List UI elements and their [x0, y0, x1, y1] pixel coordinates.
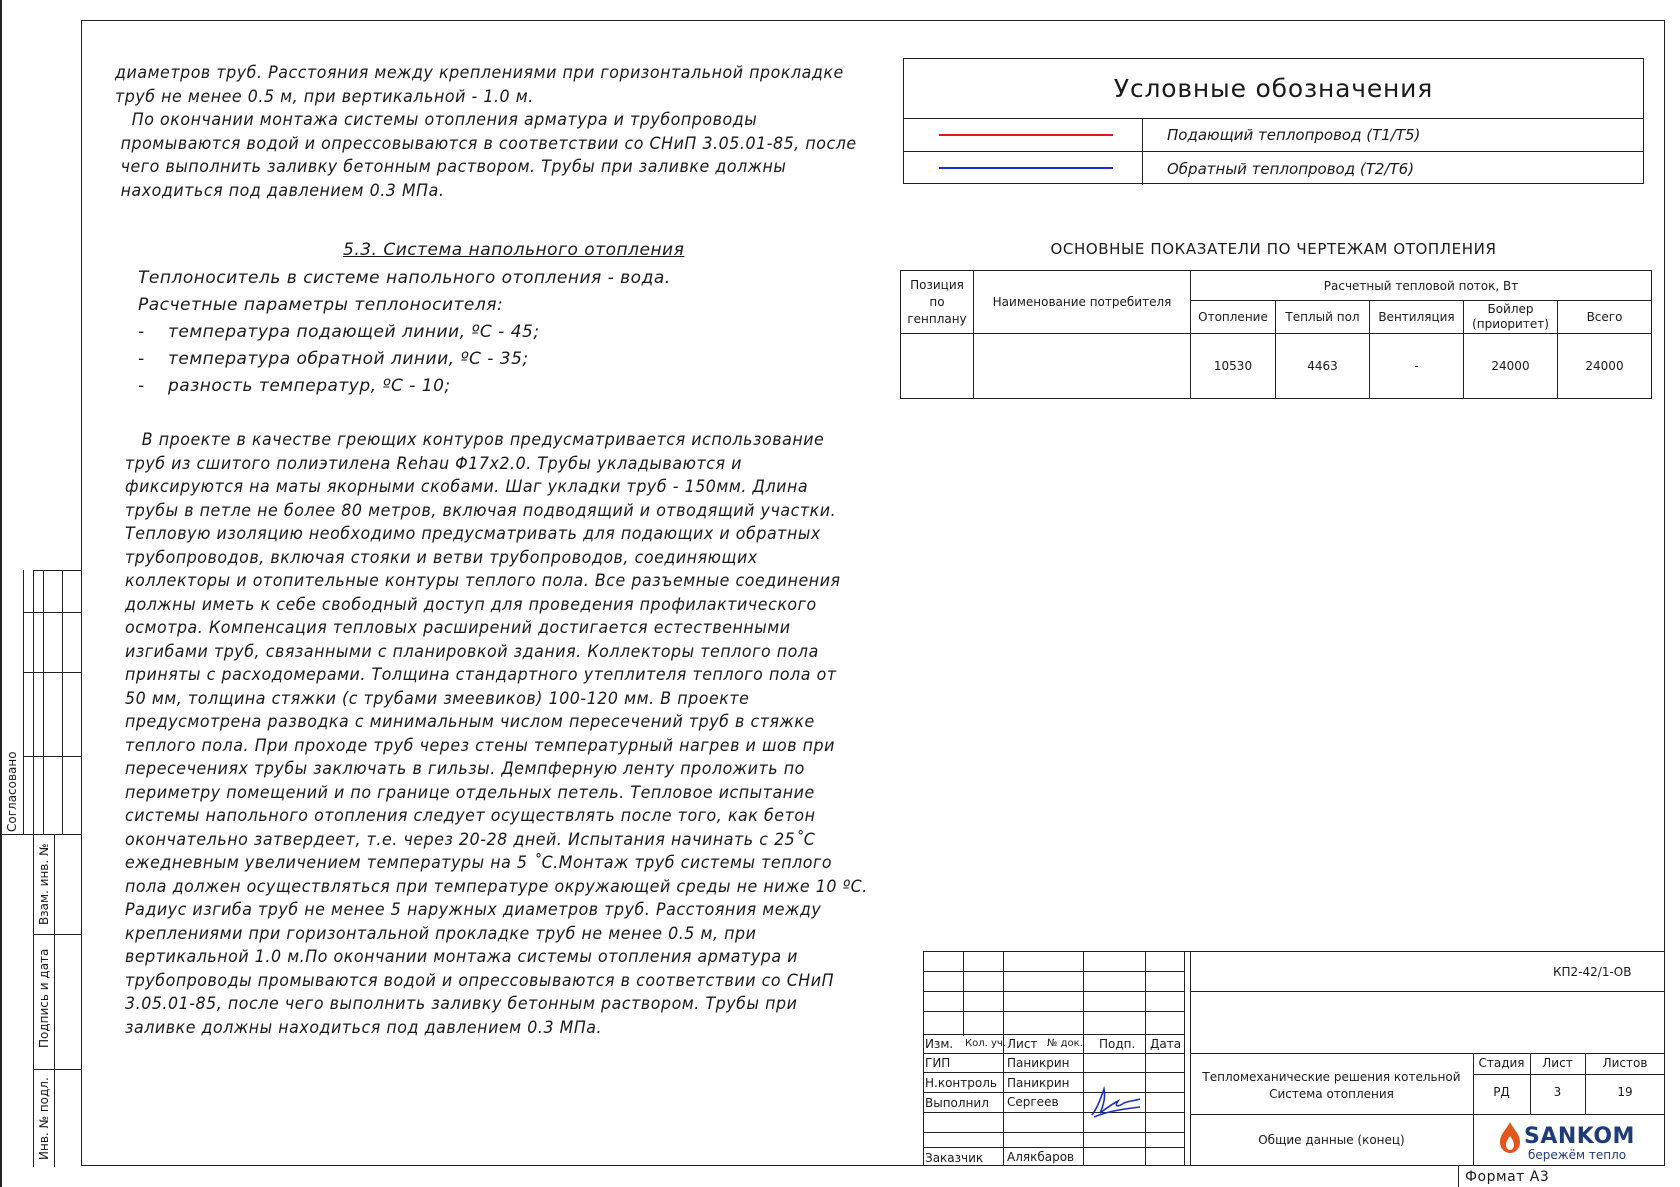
main-line: ежедневным увеличением температуры на 5 ˚C.Монтаж труб системы теплого: [125, 853, 833, 873]
project-title-1: Тепломеханические решения котельной: [1202, 1070, 1461, 1084]
intro-line: По окончании монтажа системы отопления арматура и трубопроводы: [115, 110, 758, 130]
role-zakazchik: Заказчик: [925, 1151, 984, 1165]
header-consumer: Наименование потребителя: [974, 271, 1191, 334]
row-value: -: [1370, 334, 1464, 399]
grid-line: [923, 1072, 1185, 1073]
row-position: [901, 334, 974, 399]
calc-params-label: Расчетные параметры теплоносителя:: [138, 295, 504, 315]
side-sep-2: [33, 1069, 81, 1070]
main-line: пересечениях трубы заключать в гильзы. Демпферную ленту проложить по: [125, 759, 805, 779]
name-gip: Паникрин: [1007, 1056, 1070, 1070]
main-line: труб из сшитого полиэтилена Rehau Φ17x2.0. Трубы укладываются и: [125, 453, 743, 474]
grid-line: [1190, 991, 1665, 992]
param-dash: -: [138, 349, 145, 369]
intro-line: чего выполнить заливку бетонным раствором. Трубы при заливке должны: [115, 157, 787, 177]
row-value: 24000: [1464, 334, 1558, 399]
doc-code: КП2-42/1-ОВ: [1553, 965, 1632, 979]
grid-line: [1473, 1074, 1665, 1075]
grid-line: [923, 1132, 1185, 1133]
legend-row-supply: [904, 119, 1643, 152]
coolant-text: Теплоноситель в системе напольного отопления - вода.: [138, 268, 671, 288]
legend-symbol: [904, 152, 1143, 185]
main-line: фиксируются на маты якорными скобами. Шаг укладки труб - 150мм. Длина: [125, 477, 809, 497]
header-heat-flow: Расчетный тепловой поток, Вт: [1191, 271, 1652, 301]
role-vypolnil: Выполнил: [925, 1096, 989, 1110]
subheader-cell: Вентиляция: [1370, 301, 1464, 334]
param-dash: -: [138, 376, 145, 396]
main-line: системы напольного отопления следует осуществлять после того, как бетон: [125, 806, 816, 826]
legend-label: Подающий теплопровод (Т1/Т5): [1167, 126, 1421, 144]
stage-label: Стадия: [1478, 1056, 1525, 1070]
param-dash: -: [138, 322, 145, 342]
row-value: 10530: [1191, 334, 1276, 399]
grid-line: [923, 971, 1185, 972]
grid-line: [923, 1147, 1185, 1148]
main-line: изгибами труб, связанными с планировкой здания. Коллекторы теплого пола: [125, 641, 819, 662]
header-list: Лист: [1007, 1037, 1038, 1051]
side-line-1: [54, 834, 55, 1167]
sheet-label: Лист: [1542, 1056, 1573, 1070]
grid-line: [923, 1092, 1185, 1093]
header-position: Позиция по генплану: [901, 271, 974, 334]
main-line: теплого пола. При проходе труб через стены температурный нагрев и шов при: [125, 735, 835, 756]
grid-line: [963, 951, 964, 1036]
company-logo: [1498, 1118, 1658, 1163]
indicators-table: [900, 270, 1652, 399]
main-line: Тепловую изоляцию необходимо предусматривать для подающих и обратных: [125, 524, 821, 544]
main-line: 50 мм, толщина стяжки (с трубами змеевиков) 100-120 мм. В проекте: [125, 688, 750, 709]
subheader-cell: Всего: [1558, 301, 1652, 334]
side-label-agreed: Согласовано: [5, 751, 19, 832]
main-line: осмотра. Компенсация тепловых расширений достигается естественными: [125, 618, 791, 638]
return-line-icon: [939, 167, 1113, 169]
grid-line: [923, 1034, 1185, 1035]
intro-line: находиться под давлением 0.3 МПа.: [115, 180, 445, 201]
role-nkontrol: Н.контроль: [925, 1076, 997, 1090]
intro-line: труб не менее 0.5 м, при вертикальной - 1.0 м.: [115, 86, 534, 107]
header-kol: Кол. уч.: [965, 1038, 1006, 1049]
subheader-cell: Отопление: [1191, 301, 1276, 334]
role-gip: ГИП: [925, 1056, 951, 1070]
indicators-title: ОСНОВНЫЕ ПОКАЗАТЕЛИ ПО ЧЕРТЕЖАМ ОТОПЛЕНИЯ: [1050, 240, 1497, 258]
main-line: периметру помещений и по границе отдельных петель. Тепловое испытание: [125, 782, 815, 803]
flame-icon: [1498, 1120, 1522, 1154]
main-line: пола должен осуществляться при температуре окружающей среды не ниже 10 ºC.: [125, 876, 868, 897]
sheet-value: 3: [1553, 1085, 1562, 1099]
project-title-2: Система отопления: [1269, 1087, 1394, 1101]
side-sep-1: [33, 934, 81, 935]
row-value: 4463: [1276, 334, 1370, 399]
param-text: температура обратной линии, ºC - 35;: [168, 349, 529, 369]
logo-name: SANKOM: [1524, 1124, 1635, 1149]
legend-row-return: [904, 152, 1643, 185]
side-label-vzam: Взам. инв. №: [37, 843, 51, 925]
legend-table: [903, 58, 1644, 184]
grid-line: [1190, 1053, 1665, 1054]
stage-value: РД: [1493, 1085, 1510, 1099]
grid-line: [1145, 951, 1146, 1166]
main-line: окончательно затвердеет, т.е. через 20-28 дней. Испытания начинать с 25˚C: [125, 829, 816, 850]
legend-symbol: [904, 119, 1143, 151]
sheet-title: Общие данные (конец): [1258, 1133, 1405, 1147]
param-text: температура подающей линии, ºC - 45;: [168, 322, 540, 342]
format-box-line: [1458, 1166, 1459, 1187]
legend-label: Обратный теплопровод (Т2/Т6): [1167, 159, 1415, 178]
intro-text: [115, 62, 857, 203]
parameters-block: [138, 265, 671, 400]
param-text: разность температур, ºC - 10;: [168, 376, 451, 396]
grid-line: [923, 1053, 1185, 1054]
table-header-row: [901, 271, 1652, 301]
header-data: Дата: [1150, 1037, 1182, 1051]
row-value: 24000: [1558, 334, 1652, 399]
main-text: [125, 429, 868, 1040]
side-label-inv: Инв. № подл.: [37, 1077, 51, 1160]
grid-line: [923, 1011, 1185, 1012]
legend-title: Условные обозначения: [904, 59, 1643, 119]
intro-line: диаметров труб. Расстояния между креплениями при горизонтальной прокладке: [115, 63, 844, 83]
grid-line: [1003, 951, 1004, 1166]
main-line: должны иметь к себе свободный доступ для проведения профилактического: [125, 594, 817, 615]
grid-line: [923, 1112, 1185, 1113]
subheader-cell: Бойлер (приоритет): [1464, 301, 1558, 334]
header-podp: Подп.: [1099, 1037, 1136, 1051]
section-heading: 5.3. Система напольного отопления: [343, 240, 685, 260]
main-line: Радиус изгиба труб не менее 5 наружных диаметров труб. Расстояния между: [125, 900, 822, 920]
logo-tagline: бережём тепло: [1528, 1148, 1627, 1162]
param-item: [138, 319, 671, 346]
sheets-value: 19: [1617, 1085, 1633, 1099]
name-zakazchik: Алякбаров: [1007, 1150, 1075, 1164]
row-consumer: [974, 334, 1191, 399]
supply-line-icon: [939, 134, 1113, 136]
title-block: [923, 951, 1665, 1166]
name-vypolnil: Сергеев: [1007, 1095, 1059, 1109]
side-label-podpis: Подпись и дата: [37, 948, 51, 1048]
grid-line: [1083, 951, 1084, 1166]
main-line: креплениями при горизонтальной прокладке труб не менее 0.5 м, при: [125, 923, 757, 944]
grid-line: [1190, 1114, 1665, 1115]
param-item: [138, 373, 671, 400]
main-line: коллекторы и отопительные контуры теплого пола. Все разъемные соединения: [125, 571, 841, 591]
format-label: Формат А3: [1465, 1169, 1550, 1185]
main-line: приняты с расходомерами. Толщина стандартного утеплителя теплого пола от: [125, 665, 837, 685]
main-line: трубы в петле не более 80 метров, включая подводящий и отводящий участки.: [125, 500, 837, 521]
main-line: 3.05.01-85, после чего выполнить заливку бетонным раствором. Трубы при: [125, 994, 798, 1014]
name-nkontrol: Паникрин: [1007, 1076, 1070, 1090]
header-ndok: № док.: [1047, 1038, 1083, 1049]
main-line: трубопроводы промываются водой и опрессовываются в соответствии со СНиП: [125, 970, 835, 991]
main-line: трубопроводов, включая стояки и ветви трубопроводов, соединяющих: [125, 547, 758, 568]
main-line: предусмотрена разводка с минимальным числом пересечений труб в стяжке: [125, 712, 815, 732]
main-line: заливке должны находиться под давлением 0.3 МПа.: [125, 1017, 603, 1038]
main-line: вертикальной 1.0 м.По окончании монтажа системы отопления арматура и: [125, 947, 798, 967]
signature-icon: [1088, 1081, 1143, 1121]
main-line: В проекте в качестве греющих контуров предусматривается использование: [125, 430, 825, 450]
table-row: [901, 334, 1652, 399]
param-item: [138, 346, 671, 373]
grid-line: [1184, 951, 1185, 1166]
header-izm: Изм.: [925, 1037, 954, 1051]
intro-line: промываются водой и опрессовываются в соответствии со СНиП 3.05.01-85, после: [115, 133, 857, 154]
sheets-label: Листов: [1602, 1056, 1648, 1070]
subheader-cell: Теплый пол: [1276, 301, 1370, 334]
grid-line: [923, 991, 1185, 992]
